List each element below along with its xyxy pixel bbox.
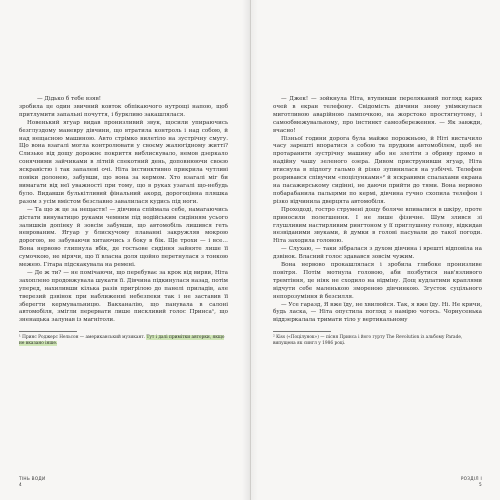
paragraph: — Де ж ти? — не помічаючи, що перебуває за крок від вирви, Ніта захоплено продовжувала шукати її. Дівчина підкинулася назад, потім уперед, нахиливши кілька разів пригрілою до панелі приладів, але тверезий дзвінок при наближенні небезпеки так і не заставив її зберегти кермувальницю. Вакханалію, що панувала в салоні автомобіля, змігли перервати лише пискливий голос Принса¹, що зненацька залунав із магнітоли. — [19, 269, 228, 324]
running-footer — [461, 476, 482, 488]
footnote: ² Kiss («Поцілунок») — пісня Принса і його гурту The Revolution із альбому Parade, випущена як сингл у 1986 році. — [273, 335, 463, 347]
running-title: ТІНЬ ВОДИ — [19, 476, 46, 481]
paragraph: Новенький ягуар видав пронизливий звук, щосили упираючись безглуздому маневру дівчини, що втратила контроль і над собою, й над нещасною машиною. Авто стрімко вилетіло на зустрічну смугу. Що вона взагалі могла контролювати у своєму жалюгідному житті? Слизьке від дощу дорожнє покриття виблискувало, немов дзеркало сонячними зайчиками в літній спекотний день, доповнюючи своєю яскравістю і так запалені очі. Ніта інстинктивно прикрила чутливі повіки долонею, забувши, що вона за кермом. Хто взагалі міг би вимагати від неї уважності при тому, що в руках узагалі що-небудь було. Видавши булькітливий фінальний акорд, дорогоцінна пляшка разом з усім вмістом безславно завалилася кудись під ноги. — [19, 119, 228, 205]
footnote — [19, 335, 228, 347]
footnote-text: ¹ Принс Роджерс Нельсон — американський музикант. — [19, 335, 146, 341]
highlighted-note: Тут і далі примітки авторки, якщо не вказано інше. — [19, 335, 225, 347]
running-title: РОЗДІЛ І — [460, 476, 482, 481]
paragraph: — Та що ж це за нещастя! — дівчина спіймала себе, намагаючись дістати винуватицю руками чемним під водійським сидінням усього залишків допінку й зовсім забувши, що автомобіль лишився геть неврованим. Ягуар у блискучому плаванні закружляв мокрою дорогою, не забуваючи хитаючись з боку в бік. Ще трохи — і все… Вона нервово глипнула вбік, де гостьове сидіння зайняте лише її сумочкою, не вірячи, що її власна доля щойно перетнулася з тонкою межею. Гітара підскакувала на ремені. — [19, 206, 228, 269]
opening-line: — Дідько б тебе взяв! — [37, 96, 101, 102]
page-number: 4 — [19, 482, 22, 487]
paragraph: — Джек! — зойкнула Ніта, втупивши переляканий погляд карих очей в екран телефону. Свідомість дівчини знову увімкнулася миготливою аварійною лампочкою, на жорстоко простягнутому, і самообмежувальному, про інстинкт самозбереження. — Як завжди, вчасно! — [273, 96, 482, 134]
paragraph: Пізньої години дорога була майже порожньою, й Ніті вистачило часу зарешті впоратися з собою та прудким автомобілем, щоб не протаранити зустрічну машину або не злетіти з обриву прямо в надійну чашу зеленого озера. Дивом приструнивши ягуар, Ніта втиснула в підлогу гальмо й різко зупинилася на узбіччі. Телефон розривався співучим «поцілунками»² й яскравими спалахами екрана на пасажирському сидінні, не даючи прийти до тями. Вона нервово побарабанила пальцями по кермі, дівчина гучно схопила телефон і різко відчинила дверцята автомобіля. — [273, 135, 482, 205]
paragraph: зробила це один звичний ковток обпікаючого нутрощі напою, щоб притлумити запальні почуття, і буркливо закашлялася. — [19, 103, 228, 118]
right-page — [250, 0, 500, 500]
paragraph: Вона нервово прокашлялася і зробила глибоке пронизливе повітря. Потім мотнула головою, аби позбутися нав'язливого тремтіння, це ніяк не сходило на відміну. Дощ кудлатими краплями відчути себе маленькою змореною дівчинкою. Згусток суцільного непорозуміння й безсилля. — [273, 262, 482, 300]
paragraph: — Слухаю, — таки зібралася з духом дівчина і врешті відповіла на дзвінок. Власний голос здавався зовсім чужим. — [273, 246, 482, 261]
page-number: 5 — [479, 482, 482, 487]
paragraph: — Усе гаразд, Я вже їду, не хвилюйся. Так, я вже їду. Ні. Не кричи, будь ласка, — Ніта опустила погляд з намірю чогось. Чорнусенька віддзеркалала тримати тіло у вертикальному — [273, 301, 482, 324]
footnote-rule — [273, 331, 331, 332]
paragraph: Прохододі, гостро струмені дощу боляче впивалися в шкіру, проте приносили полегшення. І не лише фізичне. Шум злився зі глушливим настирливим рингтоном у її приглушену голову, відкидав незвіданими звуками, й думки в голові пасували до такої погоди. Ніта заходила головою. — [273, 206, 482, 245]
footnote-rule — [19, 331, 77, 332]
running-footer — [19, 476, 45, 488]
